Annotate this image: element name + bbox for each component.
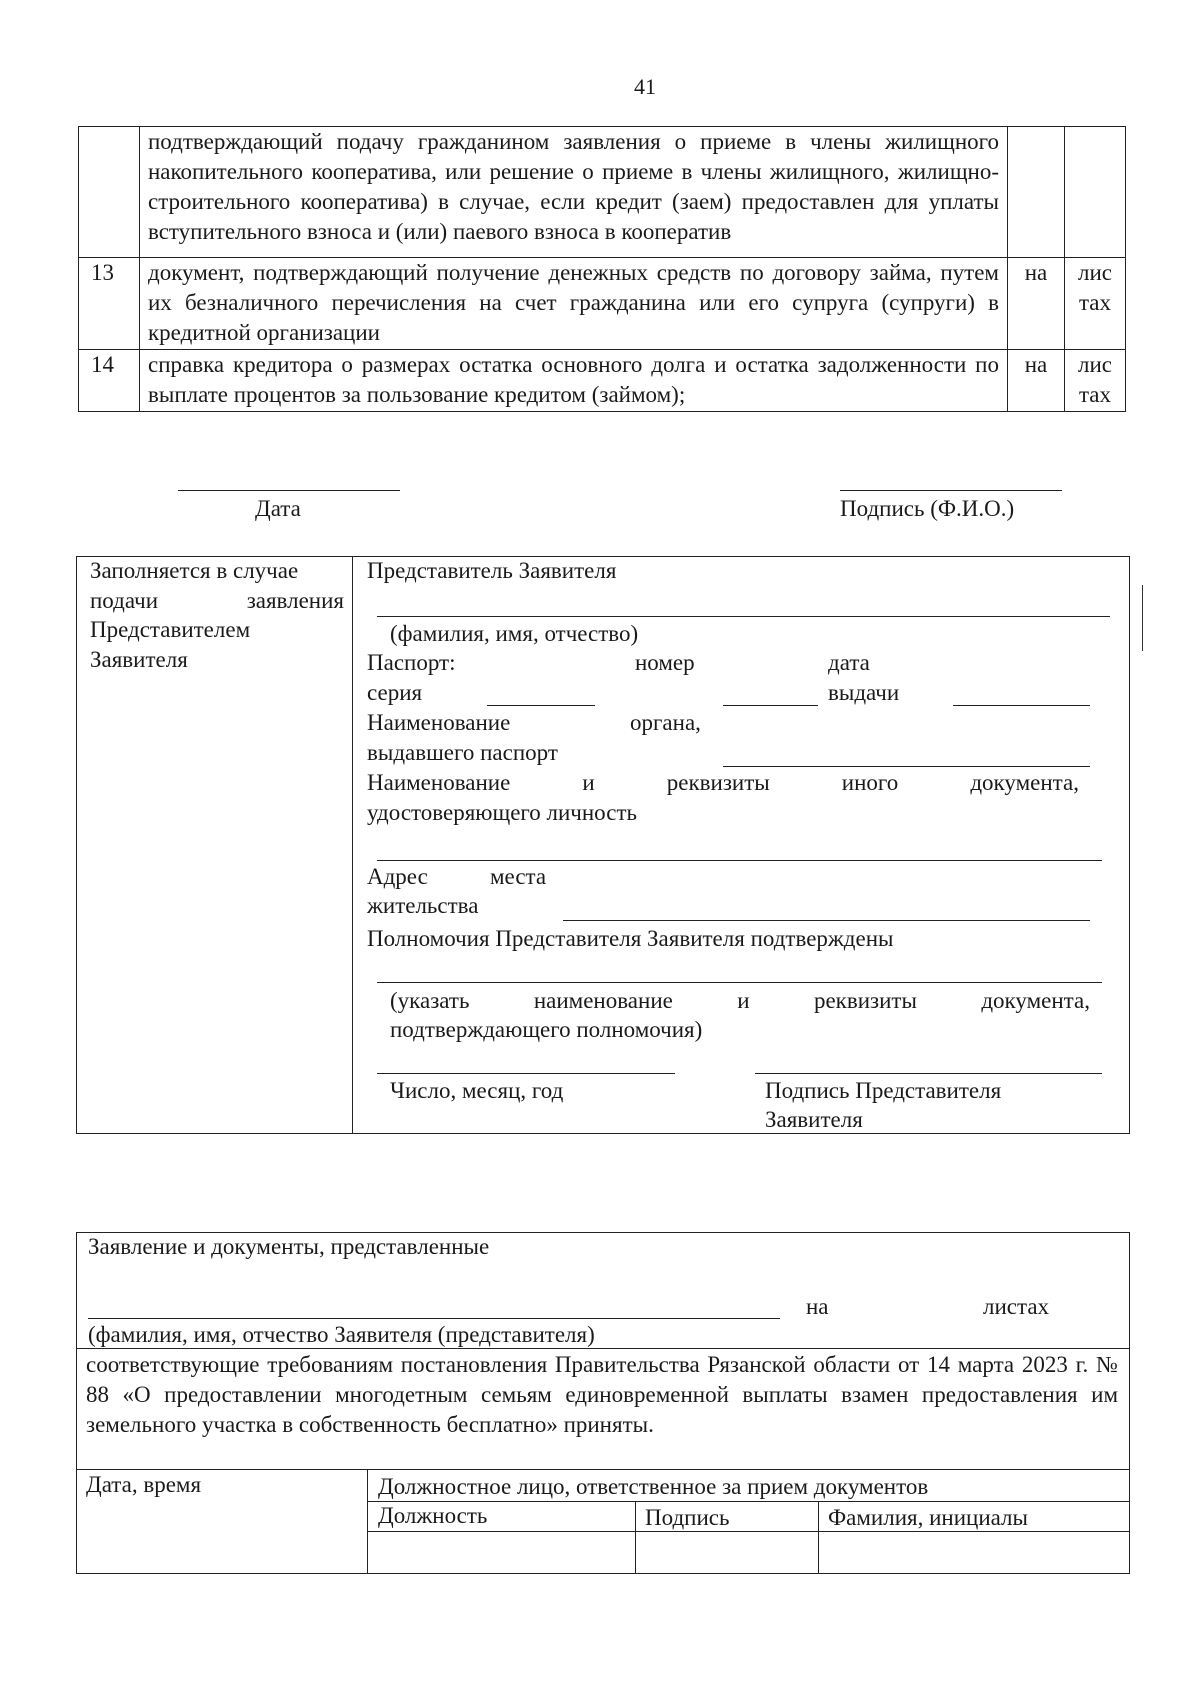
row-na: на: [1008, 258, 1065, 350]
issue-date-label-1: дата: [828, 650, 870, 675]
issuer-label-1: Наименование: [367, 710, 511, 735]
receipt-na: на: [806, 1294, 829, 1319]
date-label: Дата: [255, 496, 301, 521]
address-label-3: жительства: [367, 893, 479, 918]
table-row: [79, 350, 1126, 412]
signature-label: Подпись (Ф.И.О.): [840, 496, 1015, 521]
authority-caption-line2: подтверждающего полномочия): [390, 1017, 703, 1042]
passport-number-field[interactable]: [723, 705, 818, 706]
representative-box-divider: [352, 556, 353, 1134]
row-sheets: [1065, 127, 1126, 258]
passport-number-label: номер: [635, 650, 695, 675]
representative-date-caption: Число, месяц, год: [390, 1078, 564, 1103]
issuer-field[interactable]: [723, 766, 1090, 767]
other-doc-line1: Наименование и реквизиты иного документа,: [367, 770, 1079, 795]
row-text: справка кредитора о размерах остатка основного долга и остатка задолженности по выплате процентов за пользование кредитом (займом);: [140, 350, 1008, 412]
receipt-fio-field[interactable]: [88, 1318, 780, 1319]
representative-date-field[interactable]: [377, 1073, 675, 1074]
representative-signature-caption-1: Подпись Представителя: [765, 1078, 1002, 1103]
col-signature-header: Подпись: [645, 1505, 730, 1530]
passport-label: Паспорт:: [367, 650, 456, 675]
date-time-label: Дата, время: [86, 1472, 202, 1497]
row-sheets: лис тах: [1065, 350, 1126, 412]
left-note-line1: Заполняется в случае: [90, 558, 299, 583]
representative-signature-field[interactable]: [755, 1073, 1102, 1074]
date-signature-line[interactable]: [178, 490, 400, 491]
passport-series-field[interactable]: [487, 705, 595, 706]
signature-input-cell[interactable]: [636, 1532, 817, 1572]
left-note-line3: Представителем: [90, 617, 251, 642]
row-sheets: лис тах: [1065, 258, 1126, 350]
left-note-line4: Заявителя: [90, 647, 188, 672]
issue-date-field[interactable]: [953, 705, 1090, 706]
left-note-line2: подачи заявления: [90, 588, 344, 613]
official-label: Должностное лицо, ответственное за прием документов: [378, 1474, 929, 1499]
representative-signature-caption-2: Заявителя: [765, 1107, 863, 1132]
authority-field[interactable]: [377, 982, 1102, 983]
address-label-2: места: [490, 864, 547, 889]
row-text: подтверждающий подачу гражданином заявления о приеме в члены жилищного накопительного кооператива, или решение о приеме в члены жилищного, жилищно-строительного кооператива) в случае, если кредит (заем) предоставлен для уплаты вступительного взноса и (или) паевого взноса в кооператив: [140, 127, 1008, 258]
receipt-divider-2: [76, 1469, 1130, 1470]
name-input-cell[interactable]: [819, 1532, 1129, 1572]
scan-artifact: [1142, 585, 1143, 651]
documents-table: [78, 126, 1126, 412]
row-text: документ, подтверждающий получение денежных средств по договору займа, путем их безналичного перечисления на счет гражданина или его супруга (супруги) в кредитной организации: [140, 258, 1008, 350]
receipt-listah: листах: [983, 1294, 1050, 1319]
table-row: [79, 258, 1126, 350]
issuer-label-3: выдавшего паспорт: [367, 740, 558, 765]
col-name-header: Фамилия, инициалы: [828, 1505, 1028, 1530]
page-number: 41: [634, 74, 656, 99]
other-doc-line2: удостоверяющего личность: [367, 800, 637, 825]
passport-series-label: серия: [367, 680, 423, 705]
row-number: 14: [79, 350, 140, 412]
representative-title: Представитель Заявителя: [367, 558, 617, 583]
issue-date-label-2: выдачи: [828, 680, 900, 705]
representative-fio-field[interactable]: [377, 616, 1110, 617]
authority-caption-line1: (указать наименование и реквизиты документа,: [390, 988, 1090, 1013]
address-label-1: Адрес: [367, 864, 428, 889]
receipt-body: соответствующие требованиям постановления Правительства Рязанской области от 14 марта 2023 г. № 88 «О предоставлении многодетным семьям единовременной выплаты взамен предоставления им земельного участка в собственность бесплатно» приняты.: [86, 1352, 1118, 1437]
receipt-fio-caption: (фамилия, имя, отчество Заявителя (представителя): [88, 1322, 595, 1347]
position-input-cell[interactable]: [368, 1532, 634, 1572]
applicant-signature-line[interactable]: [840, 490, 1062, 491]
other-doc-field[interactable]: [377, 860, 1102, 861]
row-number: 13: [79, 258, 140, 350]
authority-label: Полномочия Представителя Заявителя подтверждены: [367, 926, 894, 951]
receipt-header: Заявление и документы, представленные: [88, 1234, 490, 1259]
receipt-divider-1: [76, 1348, 1130, 1349]
address-field[interactable]: [563, 920, 1090, 921]
row-na: на: [1008, 350, 1065, 412]
row-na: [1008, 127, 1065, 258]
row-number: [79, 127, 140, 258]
table-row: [79, 127, 1126, 258]
representative-fio-caption: (фамилия, имя, отчество): [390, 621, 639, 646]
issuer-label-2: органа,: [630, 710, 701, 735]
col-position-header: Должность: [378, 1503, 488, 1528]
